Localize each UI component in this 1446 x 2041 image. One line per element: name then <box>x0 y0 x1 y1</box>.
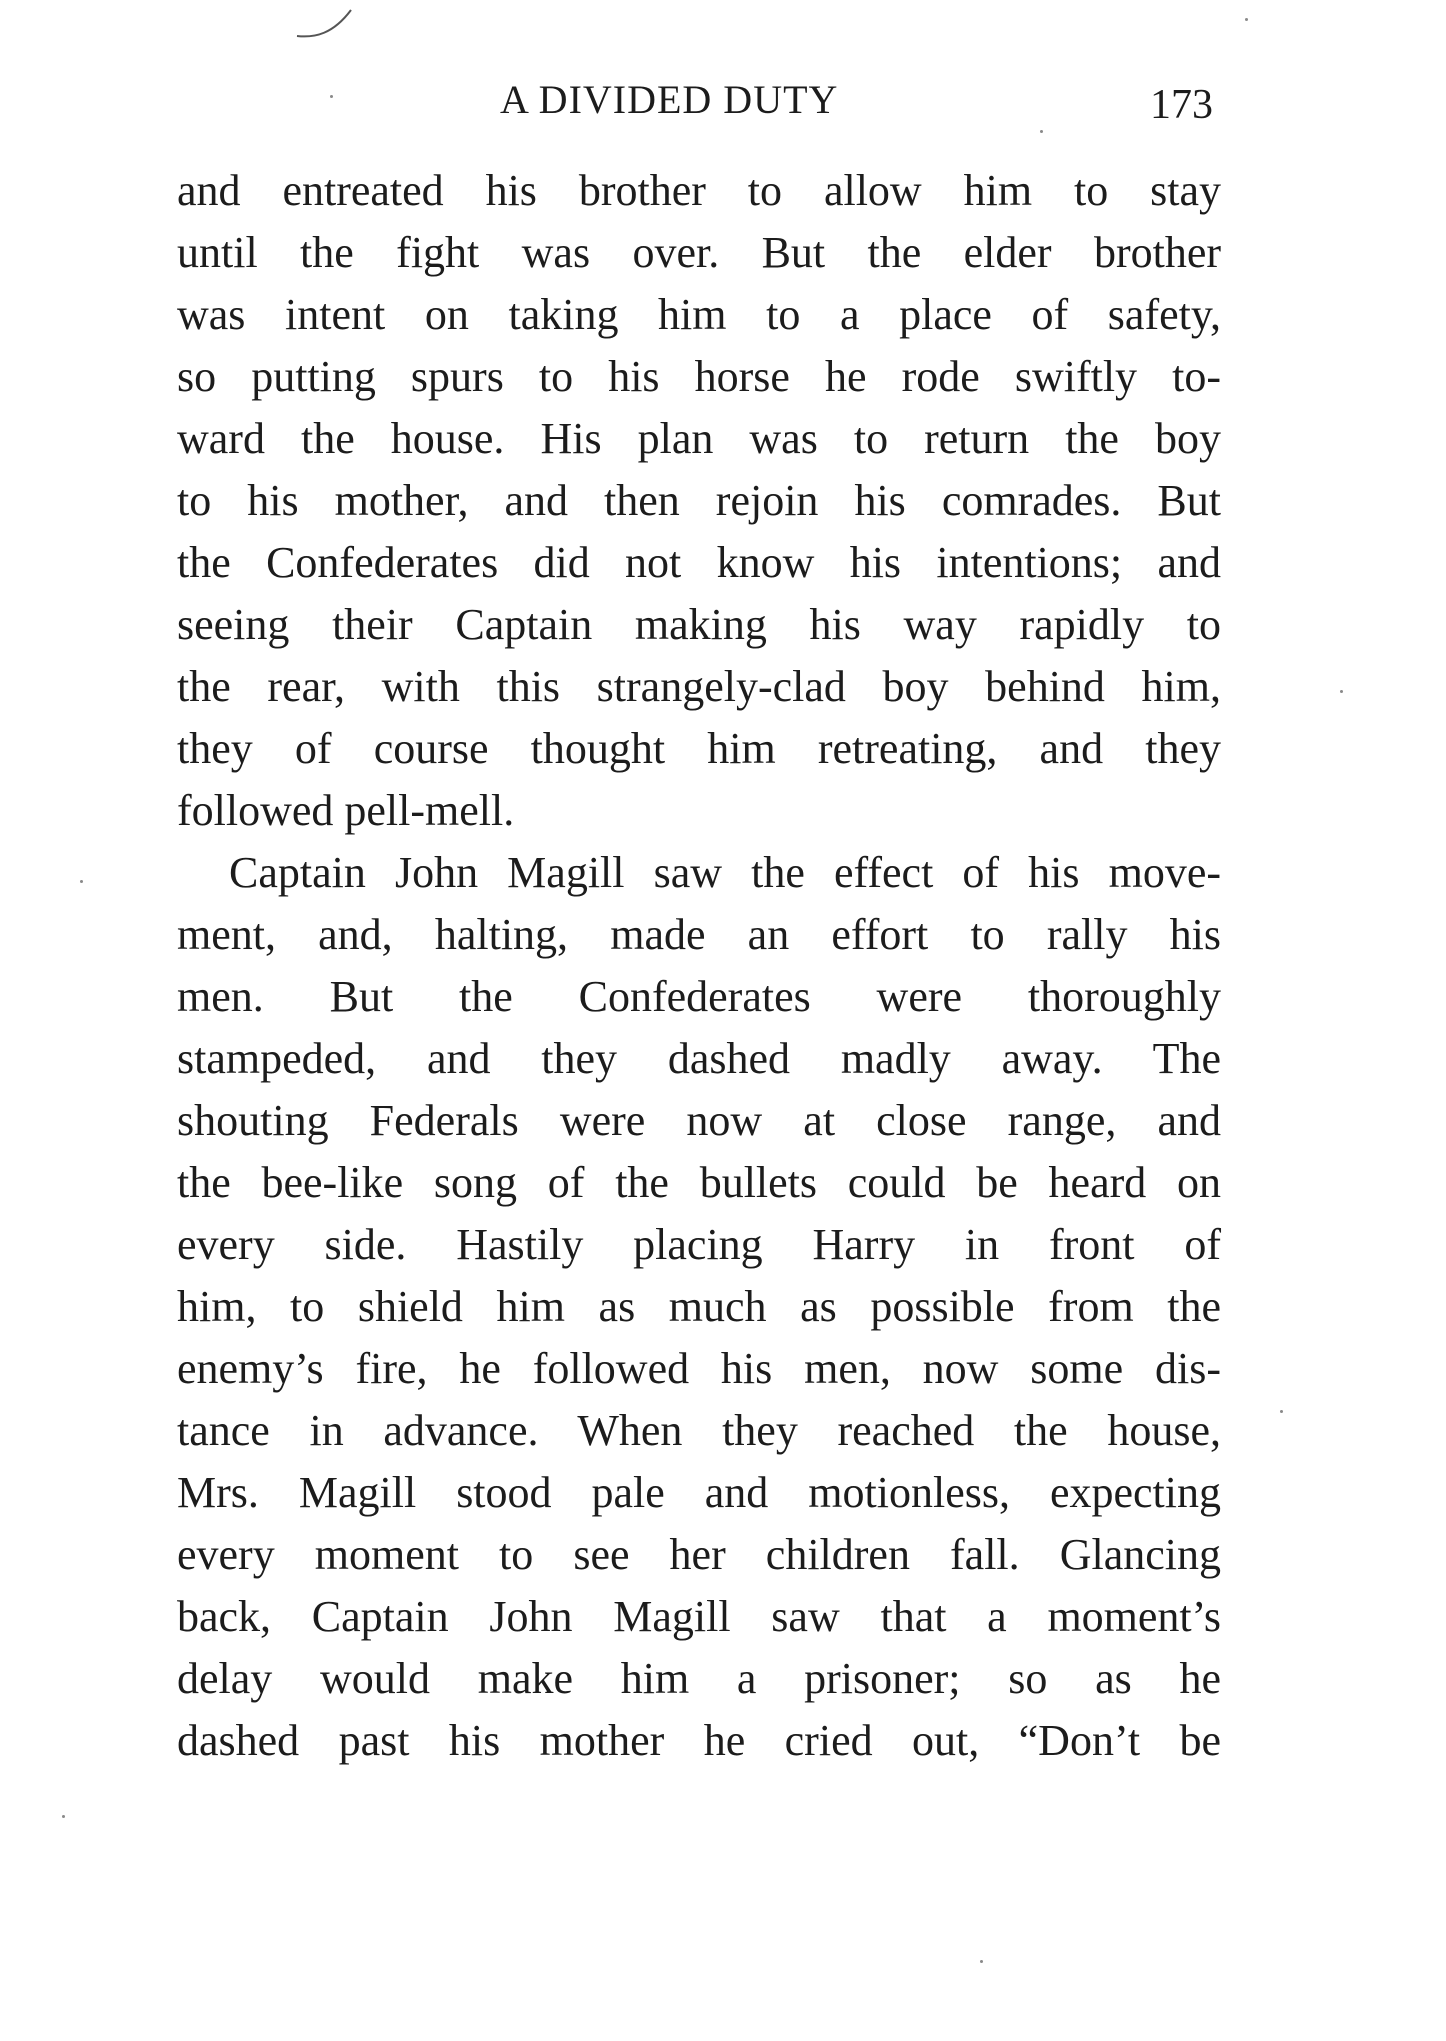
text-line: every moment to see her children fall. Glancing <box>177 1530 1221 1579</box>
text-line: delay would make him a prisoner; so as he <box>177 1654 1221 1703</box>
paper-speck <box>1245 18 1248 21</box>
paper-speck <box>980 1960 983 1963</box>
paper-speck <box>1280 1410 1283 1413</box>
running-head: A DIVIDED DUTY <box>500 77 839 122</box>
text-line: until the fight was over. But the elder brother <box>177 228 1221 277</box>
text-line: him, to shield him as much as possible from the <box>177 1282 1221 1331</box>
text-line: so putting spurs to his horse he rode swiftly to- <box>177 352 1221 401</box>
text-line: stampeded, and they dashed madly away. The <box>177 1034 1221 1083</box>
text-line: every side. Hastily placing Harry in front of <box>177 1220 1221 1269</box>
text-line: tance in advance. When they reached the house, <box>177 1406 1221 1455</box>
text-line: ment, and, halting, made an effort to rally his <box>177 910 1221 959</box>
text-line: they of course thought him retreating, and they <box>177 724 1221 773</box>
text-line: the rear, with this strangely-clad boy behind him, <box>177 662 1221 711</box>
text-line: back, Captain John Magill saw that a moment’s <box>177 1592 1221 1641</box>
text-line: dashed past his mother he cried out, “Don’t be <box>177 1716 1221 1765</box>
paper-speck <box>330 95 333 98</box>
text-line: to his mother, and then rejoin his comrades. But <box>177 476 1221 525</box>
text-line: followed pell-mell. <box>177 786 515 835</box>
text-line: enemy’s fire, he followed his men, now some dis- <box>177 1344 1221 1393</box>
text-line: the Confederates did not know his intentions; and <box>177 538 1221 587</box>
text-line: men. But the Confederates were thoroughly <box>177 972 1221 1021</box>
text-line: Captain John Magill saw the effect of his move- <box>229 848 1221 897</box>
paper-speck <box>80 880 83 883</box>
text-line: and entreated his brother to allow him to stay <box>177 166 1221 215</box>
text-line: was intent on taking him to a place of safety, <box>177 290 1221 339</box>
text-line: the bee-like song of the bullets could be heard on <box>177 1158 1221 1207</box>
pencil-mark <box>295 6 355 46</box>
text-line: seeing their Captain making his way rapidly to <box>177 600 1221 649</box>
body-text <box>177 160 1221 1772</box>
text-line: Mrs. Magill stood pale and motionless, expecting <box>177 1468 1221 1517</box>
paper-speck <box>1040 130 1043 133</box>
paper-speck <box>62 1815 65 1818</box>
page-number: 173 <box>1150 82 1213 128</box>
text-line: shouting Federals were now at close range, and <box>177 1096 1221 1145</box>
paper-speck <box>1340 690 1343 693</box>
text-line: ward the house. His plan was to return the boy <box>177 414 1221 463</box>
